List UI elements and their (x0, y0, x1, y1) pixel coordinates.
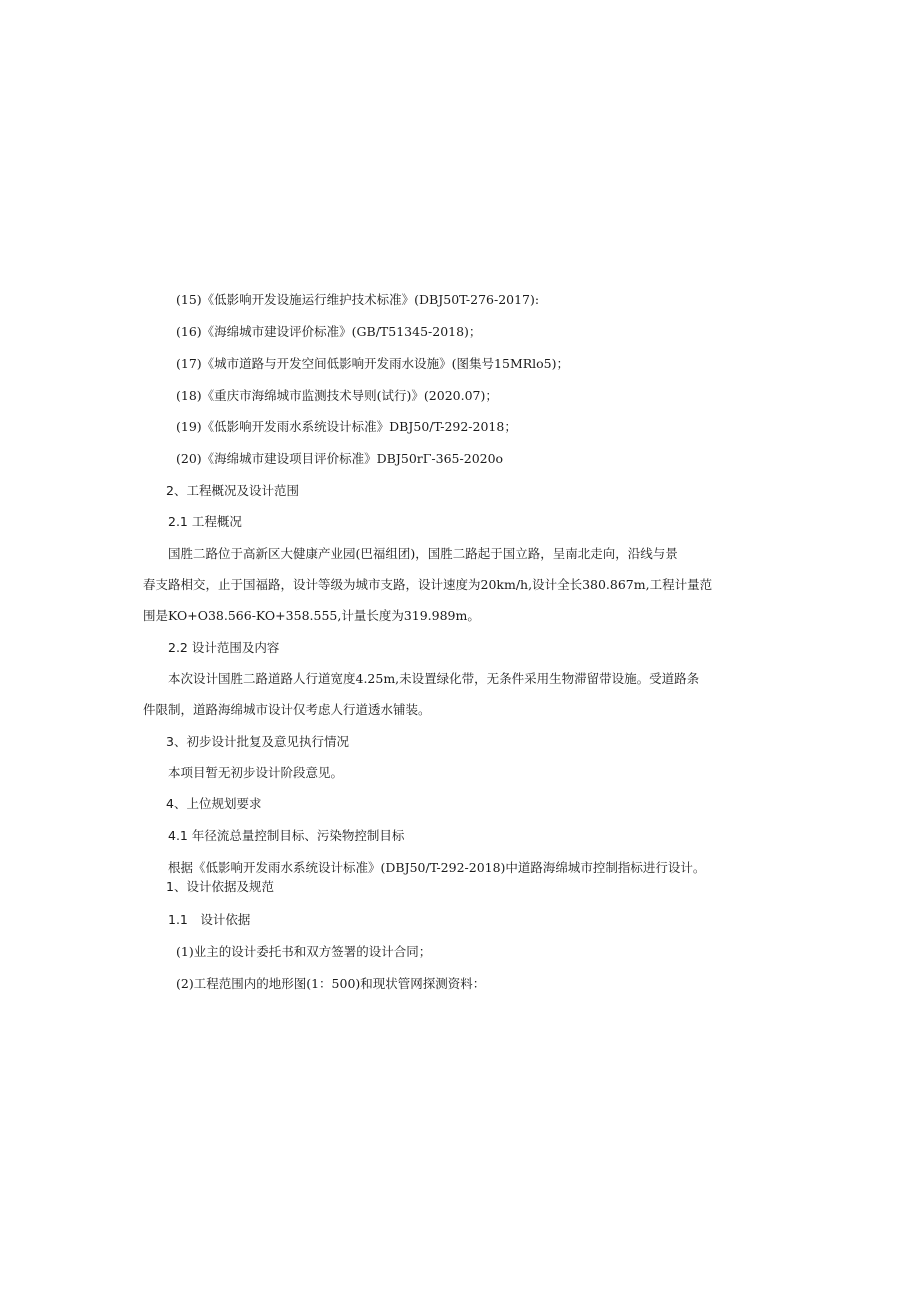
paragraph-line: 围是KO+O38.566-KO+358.555,计量长度为319.989m。 (143, 608, 480, 623)
reference-item: (20)《海绵城市建设项目评价标准》DBJ50rΓ-365-2020o (176, 451, 504, 466)
section-heading: 3、初步设计批复及意见执行情况 (166, 734, 349, 749)
reference-item: (15)《低影响开发设施运行维护技术标准》(DBJ50T-276-2017): (176, 292, 540, 307)
paragraph-line: 本项目暂无初步设计阶段意见。 (168, 765, 344, 780)
list-item: (1)业主的设计委托书和双方签署的设计合同； (176, 944, 432, 959)
subsection-heading: 2.2 设计范围及内容 (168, 640, 280, 655)
section-heading: 2、工程概况及设计范围 (166, 483, 299, 498)
paragraph-line: 国胜二路位于高新区大健康产业园(巴福组团)，国胜二路起于国立路，呈南北走向，沿线与景 (168, 546, 678, 561)
paragraph-line: 春支路相交，止于国福路，设计等级为城市支路，设计速度为20km/h,设计全长380.867m,工程计量范 (143, 577, 713, 592)
subsection-heading: 1.1 设计依据 (168, 912, 251, 927)
reference-item: (18)《重庆市海绵城市监测技术导则(试行)》(2020.07)； (176, 388, 498, 403)
paragraph-line: 件限制，道路海绵城市设计仅考虑人行道透水铺装。 (143, 702, 431, 717)
paragraph-line: 本次设计国胜二路道路人行道宽度4.25m,未设置绿化带，无条件采用生物滞留带设施。受道路条 (168, 671, 700, 686)
subsection-heading: 4.1 年径流总量控制目标、污染物控制目标 (168, 828, 405, 843)
reference-item: (16)《海绵城市建设评价标准》(GB/T51345-2018)； (176, 324, 482, 339)
subsection-heading: 2.1 工程概况 (168, 514, 242, 529)
reference-item: (17)《城市道路与开发空间低影响开发雨水设施》(图集号15MRlo5)； (176, 356, 570, 371)
paragraph-line: 根据《低影响开发雨水系统设计标准》(DBJ50/T-292-2018)中道路海绵城市控制指标进行设计。 (168, 860, 706, 875)
section-heading: 1、设计依据及规范 (166, 879, 274, 894)
list-item: (2)工程范围内的地形图(1：500)和现状管网探测资料： (176, 976, 486, 991)
reference-item: (19)《低影响开发雨水系统设计标准》DBJ50/T-292-2018； (176, 419, 517, 434)
section-heading: 4、上位规划要求 (166, 796, 262, 811)
